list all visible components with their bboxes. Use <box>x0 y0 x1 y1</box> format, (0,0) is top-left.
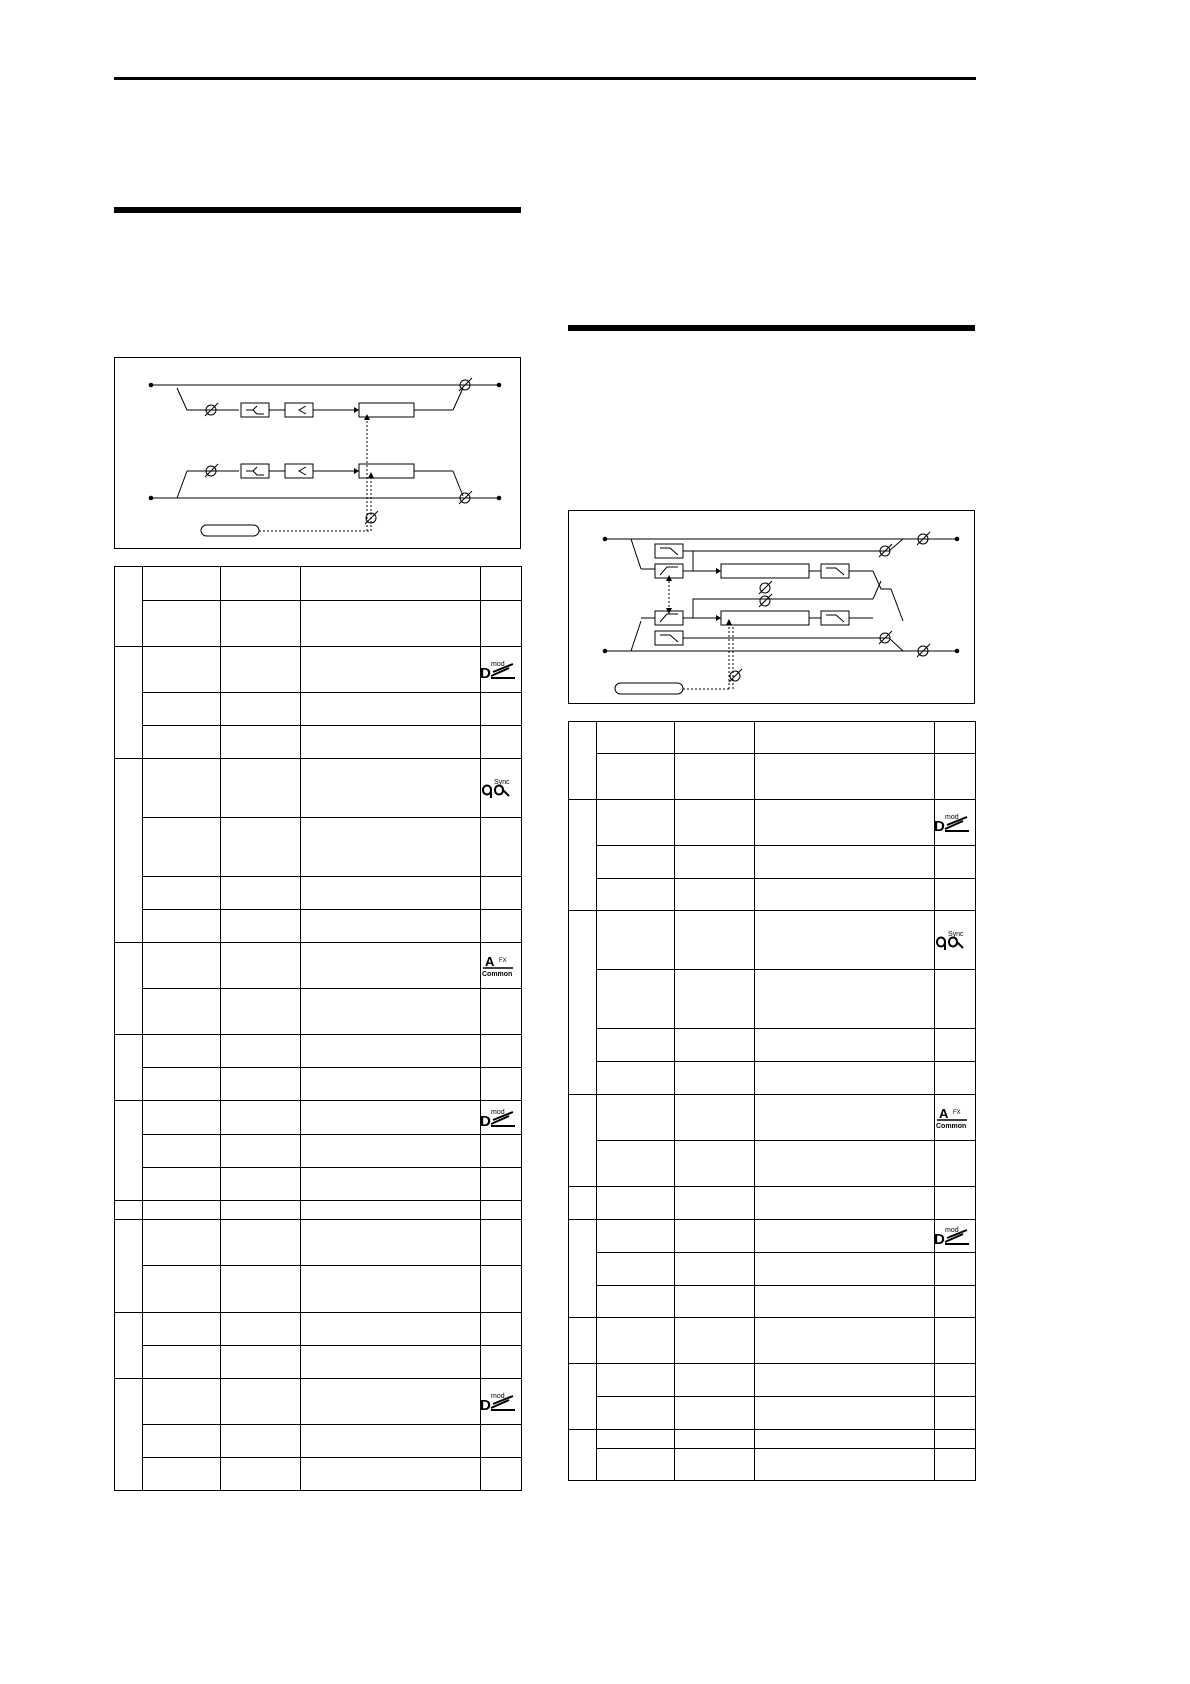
right-table-cell <box>597 1286 675 1318</box>
left-table-row <box>115 1220 522 1266</box>
left-table-cell <box>143 567 221 601</box>
right-table-cell <box>675 1253 755 1286</box>
left-table-cell <box>143 693 221 726</box>
left-table-row <box>115 1068 522 1101</box>
right-table-cell <box>675 1397 755 1430</box>
right-table-cell <box>755 911 935 970</box>
right-table-cell <box>755 879 935 911</box>
left-table-row <box>115 943 522 989</box>
left-table-cell <box>481 1346 522 1379</box>
left-table-cell <box>301 759 481 818</box>
left-table-cell <box>221 943 301 989</box>
right-table-cell <box>597 1430 675 1449</box>
right-group-cell <box>569 911 597 1095</box>
svg-text:mod: mod <box>491 1108 505 1116</box>
left-parameter-table <box>114 566 522 1491</box>
right-table-cell <box>935 1141 976 1187</box>
right-table-cell <box>675 1095 755 1141</box>
right-table-cell <box>597 1095 675 1141</box>
right-group-cell <box>569 1364 597 1430</box>
left-table-cell <box>301 1035 481 1068</box>
left-table-cell <box>143 1168 221 1201</box>
right-parameter-table <box>568 721 976 1481</box>
left-table-cell <box>221 567 301 601</box>
left-table-cell <box>481 1220 522 1266</box>
right-table-cell <box>597 1062 675 1095</box>
section-rule-left <box>114 207 521 213</box>
lpf-box-4 <box>821 611 849 625</box>
right-table-cell <box>935 754 976 800</box>
left-table-cell <box>221 1135 301 1168</box>
right-table-row <box>569 800 976 846</box>
right-table-cell <box>755 1095 935 1141</box>
right-block-diagram <box>568 510 975 704</box>
right-table-row <box>569 1397 976 1430</box>
left-table-cell <box>481 647 522 693</box>
svg-text:mod: mod <box>491 1392 505 1400</box>
left-table-row <box>115 567 522 601</box>
right-group-cell <box>569 1430 597 1481</box>
right-table-row <box>569 1095 976 1141</box>
left-table-cell <box>301 1201 481 1220</box>
right-table-cell <box>675 1430 755 1449</box>
right-table-cell <box>935 879 976 911</box>
left-table-cell <box>221 726 301 759</box>
left-table-cell <box>481 759 522 818</box>
svg-text:A: A <box>939 1105 949 1121</box>
left-table-row <box>115 726 522 759</box>
right-table-cell <box>755 754 935 800</box>
left-table-cell <box>481 601 522 647</box>
svg-text:D: D <box>480 1112 491 1130</box>
svg-text:mod: mod <box>945 1227 959 1234</box>
right-table-cell <box>935 1397 976 1430</box>
left-table-cell <box>301 1346 481 1379</box>
left-group-cell <box>115 567 143 647</box>
right-table-cell <box>675 1449 755 1481</box>
left-table-cell <box>301 1313 481 1346</box>
left-table-cell <box>143 818 221 877</box>
right-table-cell <box>935 1220 976 1253</box>
svg-text:FX: FX <box>953 1109 961 1116</box>
left-table-cell <box>301 726 481 759</box>
left-table-row <box>115 1379 522 1425</box>
main-block-right-bottom <box>721 611 809 625</box>
tempo-sync-badge-icon <box>479 776 517 800</box>
left-table-cell <box>143 1313 221 1346</box>
right-table-cell <box>597 879 675 911</box>
dmod-badge-icon <box>933 811 971 835</box>
tempo-sync-badge-icon <box>933 928 971 952</box>
left-block-diagram <box>114 357 521 549</box>
left-table-cell <box>221 1035 301 1068</box>
svg-text:Sync: Sync <box>948 931 964 938</box>
right-group-cell <box>569 1187 597 1220</box>
left-table-cell <box>143 726 221 759</box>
right-table-cell <box>935 911 976 970</box>
svg-text:D: D <box>480 1396 491 1414</box>
right-table-cell <box>597 970 675 1029</box>
left-group-cell <box>115 1101 143 1201</box>
right-table-cell <box>755 1220 935 1253</box>
right-table-cell <box>675 754 755 800</box>
left-table-cell <box>301 1458 481 1491</box>
right-table-cell <box>935 1318 976 1364</box>
left-table-cell <box>481 1201 522 1220</box>
right-table-row <box>569 1062 976 1095</box>
left-table-cell <box>301 1168 481 1201</box>
left-table-cell <box>143 1135 221 1168</box>
right-diagram-svg <box>569 511 976 705</box>
header-rule <box>114 77 976 80</box>
right-table-row <box>569 1286 976 1318</box>
left-table-cell <box>221 818 301 877</box>
left-table-cell <box>481 910 522 943</box>
left-table-cell <box>301 601 481 647</box>
left-table-row <box>115 759 522 818</box>
left-table-cell <box>221 1220 301 1266</box>
left-table-cell <box>143 1425 221 1458</box>
left-table-cell <box>143 1379 221 1425</box>
main-block-right-top <box>721 564 809 578</box>
right-table-cell <box>597 1318 675 1364</box>
filter-box-3 <box>241 464 269 478</box>
left-table-cell <box>221 1101 301 1135</box>
left-table-cell <box>301 1425 481 1458</box>
left-table-cell <box>143 910 221 943</box>
left-table-row <box>115 1266 522 1313</box>
left-table-row <box>115 1035 522 1068</box>
left-table-cell <box>143 1068 221 1101</box>
left-table-cell <box>481 989 522 1035</box>
right-table-cell <box>935 1029 976 1062</box>
right-table-cell <box>755 1364 935 1397</box>
output-node-top <box>497 383 501 387</box>
right-table-row <box>569 1318 976 1364</box>
right-table-cell <box>597 1253 675 1286</box>
right-table-cell <box>755 1449 935 1481</box>
left-table-cell <box>301 1266 481 1313</box>
svg-text:FX: FX <box>499 957 507 964</box>
lpf-box-3 <box>655 631 683 645</box>
left-group-cell <box>115 1220 143 1313</box>
left-table-row <box>115 1201 522 1220</box>
left-table-cell <box>301 567 481 601</box>
right-table-cell <box>675 846 755 879</box>
left-group-cell <box>115 759 143 943</box>
right-table-cell <box>935 1187 976 1220</box>
right-table-cell <box>755 722 935 754</box>
right-table-cell <box>597 800 675 846</box>
right-table-row <box>569 1187 976 1220</box>
left-table-cell <box>301 943 481 989</box>
left-table-cell <box>481 1458 522 1491</box>
left-table-row <box>115 1101 522 1135</box>
right-table-cell <box>935 846 976 879</box>
right-table-row <box>569 1364 976 1397</box>
right-table-cell <box>597 1449 675 1481</box>
right-table-cell <box>755 1187 935 1220</box>
left-table-row <box>115 647 522 693</box>
right-table-cell <box>597 911 675 970</box>
right-table-cell <box>755 1141 935 1187</box>
left-group-cell <box>115 943 143 1035</box>
right-table-cell <box>935 970 976 1029</box>
left-table-row <box>115 910 522 943</box>
left-table-row <box>115 1458 522 1491</box>
left-table-cell <box>301 1101 481 1135</box>
left-table-cell <box>481 1035 522 1068</box>
right-table-cell <box>755 846 935 879</box>
left-table-cell <box>481 877 522 910</box>
right-table-row <box>569 1141 976 1187</box>
right-group-cell <box>569 1220 597 1318</box>
right-table-cell <box>935 1253 976 1286</box>
right-table-cell <box>597 1029 675 1062</box>
modulation-source-box-right <box>615 683 683 694</box>
right-table-cell <box>755 1286 935 1318</box>
left-group-cell <box>115 1313 143 1379</box>
left-table-cell <box>481 1425 522 1458</box>
left-table-cell <box>301 1068 481 1101</box>
common-fx-badge-icon <box>933 1106 971 1130</box>
right-table-cell <box>935 1286 976 1318</box>
right-table-cell <box>675 1286 755 1318</box>
left-table-cell <box>481 567 522 601</box>
right-table-cell <box>597 722 675 754</box>
left-table-cell <box>221 989 301 1035</box>
left-group-cell <box>115 1035 143 1101</box>
right-table-cell <box>675 1187 755 1220</box>
right-table-cell <box>675 1318 755 1364</box>
right-table-cell <box>755 970 935 1029</box>
svg-text:Common: Common <box>936 1122 967 1130</box>
right-table-cell <box>935 1364 976 1397</box>
left-table-cell <box>143 989 221 1035</box>
svg-text:D: D <box>934 1231 945 1248</box>
right-table-cell <box>935 1095 976 1141</box>
left-group-cell <box>115 647 143 759</box>
left-table-cell <box>301 647 481 693</box>
dmod-badge-icon <box>933 1224 971 1248</box>
right-table-cell <box>935 722 976 754</box>
right-table-cell <box>597 754 675 800</box>
right-table-row <box>569 754 976 800</box>
right-table-row <box>569 911 976 970</box>
right-table-cell <box>755 1253 935 1286</box>
dmod-badge-icon <box>479 1106 517 1130</box>
right-table-cell <box>597 1141 675 1187</box>
right-table-cell <box>935 800 976 846</box>
left-table-cell <box>221 1068 301 1101</box>
left-table-cell <box>481 693 522 726</box>
left-table-cell <box>221 601 301 647</box>
right-table-cell <box>755 1029 935 1062</box>
input-node-top <box>149 383 153 387</box>
left-table-cell <box>301 877 481 910</box>
left-table-cell <box>301 1379 481 1425</box>
right-table-cell <box>755 1062 935 1095</box>
right-table-cell <box>935 1062 976 1095</box>
left-table-cell <box>221 693 301 726</box>
left-table-cell <box>481 943 522 989</box>
left-group-cell <box>115 1201 143 1220</box>
left-table-cell <box>143 877 221 910</box>
dmod-badge-icon <box>479 658 517 682</box>
right-table-cell <box>675 1364 755 1397</box>
lpf-box-2 <box>821 564 849 578</box>
left-table-row <box>115 818 522 877</box>
left-table-cell <box>481 1379 522 1425</box>
left-table-row <box>115 1346 522 1379</box>
left-table-cell <box>143 1220 221 1266</box>
left-table-row <box>115 1135 522 1168</box>
right-table-cell <box>755 1318 935 1364</box>
right-table-cell <box>675 879 755 911</box>
right-table-cell <box>675 1220 755 1253</box>
right-table-cell <box>675 1141 755 1187</box>
left-table-cell <box>481 726 522 759</box>
right-table-cell <box>935 1430 976 1449</box>
left-table-cell <box>221 1425 301 1458</box>
right-table-cell <box>597 846 675 879</box>
left-table-cell <box>221 1346 301 1379</box>
left-table-cell <box>301 1220 481 1266</box>
svg-text:A: A <box>485 953 495 969</box>
left-table-cell <box>221 1201 301 1220</box>
right-table-row <box>569 1449 976 1481</box>
lpf-box-1 <box>655 544 683 558</box>
right-table-cell <box>675 722 755 754</box>
right-table-cell <box>675 1062 755 1095</box>
right-group-cell <box>569 722 597 800</box>
left-table-cell <box>143 647 221 693</box>
left-table-cell <box>143 759 221 818</box>
left-table-cell <box>143 943 221 989</box>
right-group-cell <box>569 1095 597 1187</box>
left-table-cell <box>221 647 301 693</box>
left-table-cell <box>221 1168 301 1201</box>
left-group-cell <box>115 1379 143 1491</box>
right-table-row <box>569 1029 976 1062</box>
right-table-cell <box>755 1430 935 1449</box>
right-table-cell <box>675 800 755 846</box>
left-table-cell <box>221 877 301 910</box>
right-table-row <box>569 722 976 754</box>
left-table-cell <box>301 910 481 943</box>
left-table-row <box>115 1313 522 1346</box>
left-diagram-svg <box>115 358 522 550</box>
left-table-cell <box>481 1068 522 1101</box>
right-table-row <box>569 1220 976 1253</box>
right-group-cell <box>569 800 597 911</box>
right-table-cell <box>675 1029 755 1062</box>
right-table-cell <box>755 1397 935 1430</box>
svg-text:mod: mod <box>945 813 959 821</box>
left-table-cell <box>221 910 301 943</box>
left-table-cell <box>221 1379 301 1425</box>
left-table-cell <box>143 1458 221 1491</box>
left-table-cell <box>143 1101 221 1135</box>
svg-text:mod: mod <box>491 660 505 668</box>
left-table-cell <box>221 1458 301 1491</box>
svg-text:D: D <box>480 664 491 682</box>
left-table-cell <box>301 693 481 726</box>
right-table-cell <box>755 800 935 846</box>
left-table-row <box>115 1168 522 1201</box>
right-table-cell <box>597 1397 675 1430</box>
right-table-row <box>569 970 976 1029</box>
right-table-row <box>569 846 976 879</box>
left-table-cell <box>481 1313 522 1346</box>
left-table-cell <box>221 1313 301 1346</box>
left-table-row <box>115 989 522 1035</box>
right-table-cell <box>935 1449 976 1481</box>
left-table-cell <box>143 601 221 647</box>
left-table-cell <box>481 818 522 877</box>
left-table-cell <box>143 1201 221 1220</box>
right-table-row <box>569 1253 976 1286</box>
left-table-cell <box>481 1101 522 1135</box>
right-table-cell <box>597 1220 675 1253</box>
left-table-cell <box>143 1035 221 1068</box>
left-table-row <box>115 1425 522 1458</box>
left-table-cell <box>143 1346 221 1379</box>
section-rule-right <box>568 325 975 331</box>
left-table-cell <box>481 1135 522 1168</box>
left-table-cell <box>481 1168 522 1201</box>
left-table-cell <box>481 1266 522 1313</box>
right-group-cell <box>569 1318 597 1364</box>
svg-text:Common: Common <box>482 970 513 978</box>
right-table-row <box>569 879 976 911</box>
right-table-cell <box>675 911 755 970</box>
right-table-row <box>569 1430 976 1449</box>
right-table-cell <box>675 970 755 1029</box>
left-table-cell <box>301 1135 481 1168</box>
left-table-cell <box>301 989 481 1035</box>
common-fx-badge-icon <box>479 954 517 978</box>
left-table-row <box>115 601 522 647</box>
left-table-row <box>115 693 522 726</box>
left-table-row <box>115 877 522 910</box>
left-table-cell <box>301 818 481 877</box>
svg-text:D: D <box>934 817 945 835</box>
filter-box-1 <box>241 403 269 417</box>
svg-text:Sync: Sync <box>494 779 510 786</box>
right-table-cell <box>597 1364 675 1397</box>
modulation-source-box <box>201 525 259 536</box>
left-table-cell <box>143 1266 221 1313</box>
left-table-cell <box>221 1266 301 1313</box>
right-table-cell <box>597 1187 675 1220</box>
dmod-badge-icon <box>479 1390 517 1414</box>
left-table-cell <box>221 759 301 818</box>
